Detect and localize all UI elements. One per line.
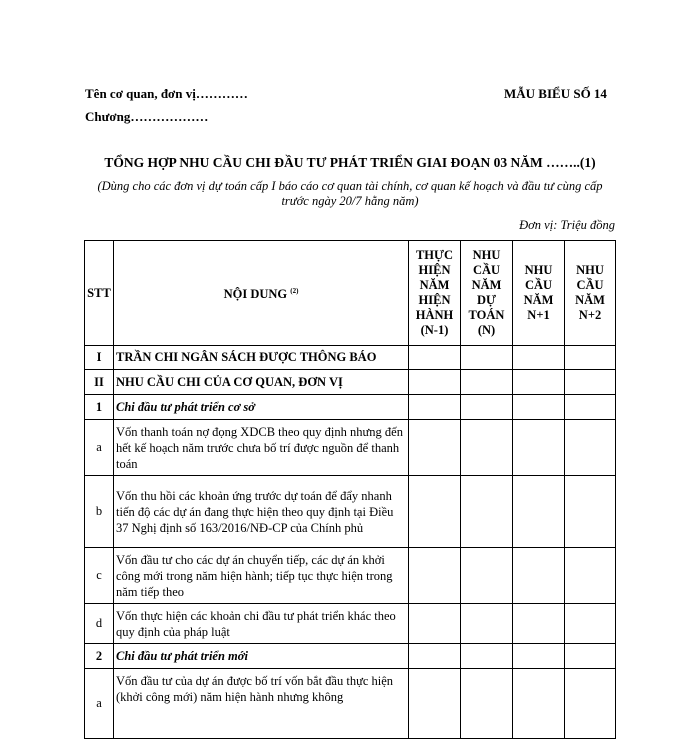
- row-stt: b: [85, 476, 114, 548]
- table-row: [85, 370, 616, 395]
- row-cell: [513, 346, 565, 370]
- unit-label: Đơn vị: Triệu đồng: [519, 218, 615, 232]
- row-stt: I: [85, 346, 114, 370]
- row-cell: [409, 669, 461, 739]
- row-cell: [409, 346, 461, 370]
- row-content: NHU CẦU CHI CỦA CƠ QUAN, ĐƠN VỊ: [114, 370, 409, 395]
- row-content: Vốn thực hiện các khoản chi đầu tư phát triển khác theo quy định của pháp luật: [114, 604, 409, 644]
- row-cell: [409, 476, 461, 548]
- table-row: [85, 395, 616, 420]
- row-stt: a: [85, 420, 114, 476]
- header-stt: STT: [85, 241, 114, 346]
- row-content: Chi đầu tư phát triển cơ sở: [114, 395, 409, 420]
- row-stt: d: [85, 604, 114, 644]
- row-cell: [565, 420, 616, 476]
- row-cell: [409, 420, 461, 476]
- chapter-label: Chương………………: [85, 109, 209, 124]
- header-year-n2: NHU CẦU NĂM N+2: [565, 241, 616, 346]
- budget-table: [84, 240, 616, 739]
- row-content: Vốn đầu tư cho các dự án chuyển tiếp, các dự án khởi công mới trong năm hiện hành; tiếp tục thực hiện trong năm tiếp theo: [114, 548, 409, 604]
- header-current-year: THỰC HIỆN NĂM HIỆN HÀNH (N-1): [409, 241, 461, 346]
- row-stt: 2: [85, 644, 114, 669]
- row-cell: [513, 370, 565, 395]
- row-cell: [513, 420, 565, 476]
- row-cell: [513, 604, 565, 644]
- row-cell: [513, 548, 565, 604]
- table-row: [85, 420, 616, 476]
- header-content: [114, 241, 409, 346]
- row-cell: [409, 604, 461, 644]
- row-stt: 1: [85, 395, 114, 420]
- org-label: Tên cơ quan, đơn vị…………: [85, 86, 248, 101]
- table-header-row: [85, 241, 616, 346]
- row-content: Vốn thu hồi các khoản ứng trước dự toán để đẩy nhanh tiến độ các dự án đang thực hiện theo quy định tại Điều 37 Nghị định số 163/2016/NĐ-CP của Chính phủ: [114, 476, 409, 548]
- header-budget-year: NHU CẦU NĂM DỰ TOÁN (N): [461, 241, 513, 346]
- row-stt: II: [85, 370, 114, 395]
- table-row: [85, 548, 616, 604]
- row-cell: [461, 420, 513, 476]
- row-cell: [461, 548, 513, 604]
- row-cell: [565, 395, 616, 420]
- row-cell: [565, 346, 616, 370]
- table-row: [85, 644, 616, 669]
- row-cell: [513, 644, 565, 669]
- row-cell: [565, 604, 616, 644]
- row-cell: [513, 476, 565, 548]
- row-cell: [461, 669, 513, 739]
- row-stt: a: [85, 669, 114, 739]
- row-content: Chi đầu tư phát triển mới: [114, 644, 409, 669]
- row-cell: [565, 548, 616, 604]
- table-row: [85, 476, 616, 548]
- row-cell: [565, 476, 616, 548]
- row-cell: [461, 644, 513, 669]
- row-content: TRẦN CHI NGÂN SÁCH ĐƯỢC THÔNG BÁO: [114, 346, 409, 370]
- form-number: MẪU BIỂU SỐ 14: [504, 86, 607, 101]
- row-cell: [461, 370, 513, 395]
- row-content: Vốn đầu tư của dự án được bố trí vốn bắt đầu thực hiện (khởi công mới) năm hiện hành nhưng không: [114, 669, 409, 739]
- row-cell: [409, 370, 461, 395]
- row-cell: [513, 669, 565, 739]
- row-cell: [461, 476, 513, 548]
- header-year-n1: NHU CẦU NĂM N+1: [513, 241, 565, 346]
- header-content-note: (2): [290, 286, 299, 295]
- row-cell: [565, 669, 616, 739]
- table-row: [85, 604, 616, 644]
- row-stt: c: [85, 548, 114, 604]
- row-cell: [461, 346, 513, 370]
- table-row: [85, 346, 616, 370]
- table-row: [85, 669, 616, 739]
- row-cell: [409, 548, 461, 604]
- row-cell: [513, 395, 565, 420]
- row-cell: [409, 644, 461, 669]
- row-content: Vốn thanh toán nợ đọng XDCB theo quy định nhưng đến hết kế hoạch năm trước chưa bố trí được nguồn để thanh toán: [114, 420, 409, 476]
- row-cell: [461, 395, 513, 420]
- row-cell: [409, 395, 461, 420]
- row-cell: [565, 370, 616, 395]
- document-subtitle: (Dùng cho các đơn vị dự toán cấp I báo cáo cơ quan tài chính, cơ quan kế hoạch và đầu tư cùng cấp trước ngày 20/7 hằng năm): [97, 179, 603, 208]
- row-cell: [461, 604, 513, 644]
- header-content-label: NỘI DUNG: [223, 287, 288, 302]
- row-cell: [565, 644, 616, 669]
- document-title: TỔNG HỢP NHU CẦU CHI ĐẦU TƯ PHÁT TRIỂN GIAI ĐOẠN 03 NĂM ……..(1): [104, 155, 596, 170]
